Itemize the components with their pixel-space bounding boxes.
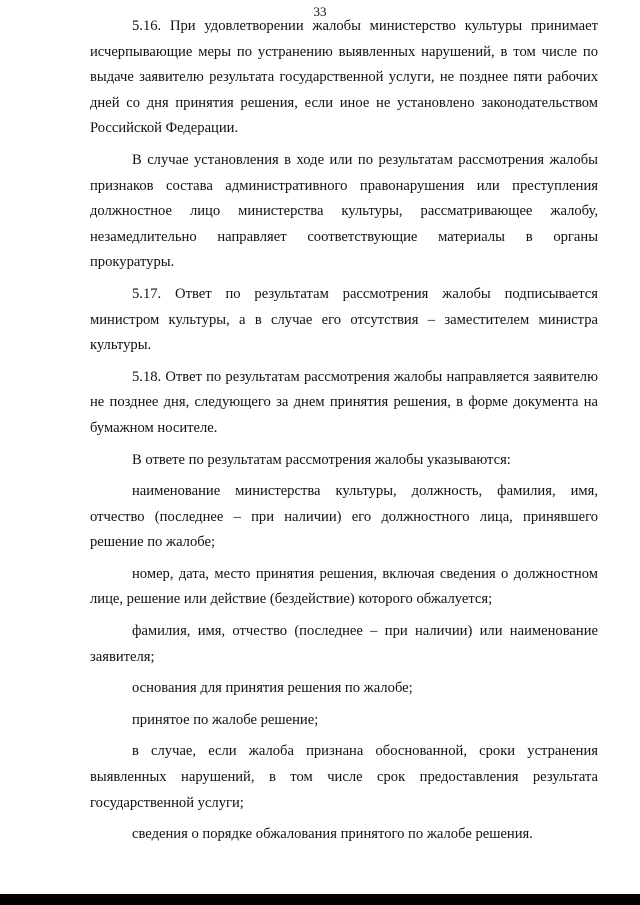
list-item-ministry-official: наименование министерства культуры, должность, фамилия, имя, отчество (последнее – при наличии) его должностного лица, принявшего решение по жалобе; (90, 483, 598, 551)
document-body (90, 14, 598, 854)
scan-bottom-border (0, 894, 640, 905)
paragraph-5-17: 5.17. Ответ по результатам рассмотрения жалобы подписывается министром культуры, а в случае его отсутствия – заместителем министра культуры. (90, 285, 598, 354)
page-number: 33 (313, 4, 327, 19)
list-item-correction-terms: в случае, если жалоба признана обоснованной, сроки устранения выявленных нарушений, в том числе срок предоставления результата государственной услуги; (90, 743, 598, 811)
list-item-decision-taken: принятое по жалобе решение; (132, 711, 319, 728)
paragraph-5-18: 5.18. Ответ по результатам рассмотрения жалобы направляется заявителю не позднее дня, следующего за днем принятия решения, в форме документа на бумажном носителе. (90, 368, 598, 436)
list-item-decision-details: номер, дата, место принятия решения, включая сведения о должностном лице, решение или действие (бездействие) которого обжалуется; (90, 565, 598, 608)
list-item-appeal-procedure: сведения о порядке обжалования принятого по жалобе решения. (132, 826, 533, 843)
list-item-applicant-name: фамилия, имя, отчество (последнее – при наличии) или наименование заявителя; (90, 623, 598, 665)
paragraph-response-contents-intro: В ответе по результатам рассмотрения жалобы указываются: (132, 451, 511, 468)
list-item-grounds: основания для принятия решения по жалобе; (132, 680, 413, 697)
paragraph-violation-case: В случае установления в ходе или по результатам рассмотрения жалобы признаков состава административного правонарушения или преступления должностное лицо министерства культуры, рассматривающее жалобу, незамедлительно направляет соответствующие материалы в органы прокуратуры. (90, 151, 598, 271)
paragraph-5-16: 5.16. При удовлетворении жалобы министерство культуры принимает исчерпывающие меры по устранению выявленных нарушений, в том числе по выдаче заявителю результата государственной услуги, не позднее пяти рабочих дней со дня принятия решения, если иное не установлено законодательством Российской Федерации. (90, 18, 598, 137)
